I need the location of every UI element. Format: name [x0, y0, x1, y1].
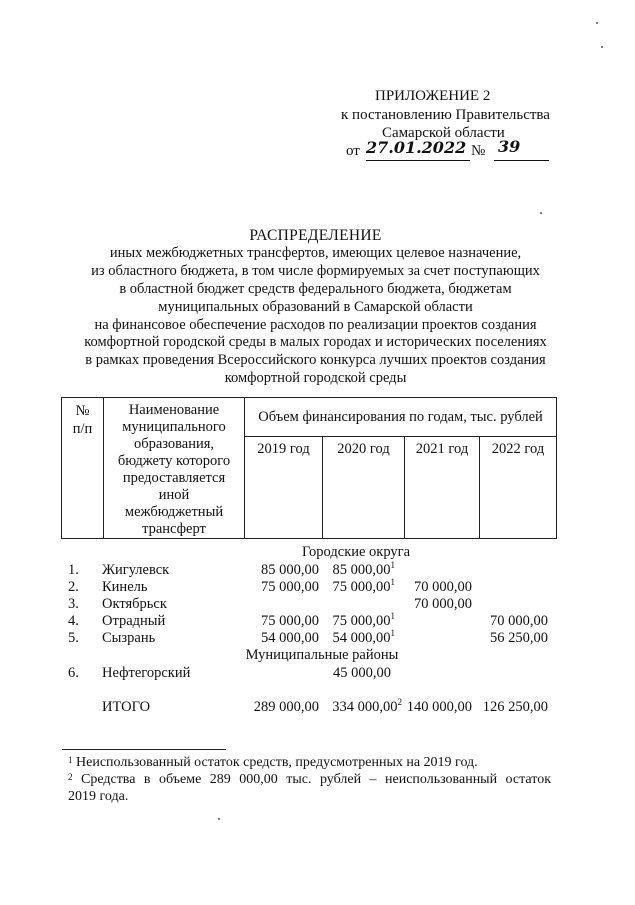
- footnote-separator: [62, 749, 226, 750]
- footnote-2: $^2$ Средства в объеме 289 000,00 тыс. рублей – неиспользованный остаток: [68, 772, 551, 787]
- municipality-name: Жигулевск: [102, 562, 170, 578]
- col-num-header: № п/п: [72, 403, 93, 437]
- total-label: ИТОГО: [102, 699, 151, 715]
- col-name-header: Наименование муниципального образования, бюджету которого предоставляется иной межбюджетный трансферт: [117, 402, 231, 537]
- footnote-2-continuation: 2019 года.: [68, 789, 129, 804]
- document-title: РАСПРЕДЕЛЕНИЕ: [249, 227, 382, 244]
- date-underline: [366, 160, 470, 161]
- value-2019: 75 000,00: [261, 613, 319, 629]
- year-2022-header: 2022 год: [491, 441, 545, 457]
- year-2020-header: 2020 год: [337, 441, 390, 457]
- municipality-name: Октябрьск: [102, 596, 167, 612]
- grid-line: [61, 538, 557, 539]
- title-line: в областной бюджет средств федерального бюджета, бюджетам: [119, 281, 512, 297]
- handwritten-date: 27.01.2022: [366, 138, 467, 157]
- number-label: №: [471, 143, 486, 159]
- value-2020: 54 000,00$^1$: [332, 628, 395, 646]
- year-2019-header: 2019 год: [257, 441, 310, 457]
- group-heading: Муниципальные районы: [245, 647, 399, 663]
- title-line: иных межбюджетных трансфертов, имеющих целевое назначение,: [109, 245, 522, 261]
- municipality-name: Сызрань: [102, 630, 156, 646]
- footnote-ref: 1: [390, 611, 395, 621]
- date-label: от: [346, 143, 360, 159]
- value-2019: 54 000,00: [261, 630, 319, 646]
- grid-line: [556, 397, 557, 539]
- title-line: комфортной городской среды: [224, 370, 407, 386]
- municipality-name: Кинель: [102, 579, 148, 595]
- value-2020: 75 000,00$^1$: [332, 611, 395, 629]
- handwritten-number: 39: [498, 137, 521, 156]
- row-number: 4.: [68, 613, 79, 629]
- row-number: 1.: [68, 562, 79, 578]
- col-funding-header: Объем финансирования по годам, тыс. рублей: [258, 409, 543, 425]
- value-2021: 70 000,00: [414, 596, 472, 612]
- group-heading: Городские округа: [301, 544, 411, 560]
- scan-speck: [540, 212, 542, 214]
- row-number: 6.: [68, 665, 79, 681]
- footnote-ref: 2: [397, 697, 402, 707]
- total-2019: 289 000,00: [253, 699, 319, 715]
- row-number: 2.: [68, 579, 79, 595]
- value-2021: 70 000,00: [414, 579, 472, 595]
- value-2020: 75 000,00$^1$: [332, 577, 395, 595]
- title-line: комфортной городской среды в малых городах и исторических поселениях: [84, 334, 547, 350]
- title-line: муниципальных образований в Самарской области: [158, 299, 473, 315]
- municipality-name: Нефтегорский: [102, 665, 191, 681]
- title-line: на финансовое обеспечение расходов по реализации проектов создания: [94, 317, 537, 333]
- value-2020: 85 000,00$^1$: [332, 560, 395, 578]
- footnote-ref: 1: [390, 577, 395, 587]
- scan-speck: [596, 22, 598, 24]
- footnote-1: $^1$ Неиспользованный остаток средств, предусмотренных на 2019 год.: [68, 755, 478, 770]
- municipality-name: Отрадный: [102, 613, 166, 629]
- decree-authority: Самарской области: [382, 125, 505, 141]
- year-2021-header: 2021 год: [415, 441, 469, 457]
- value-2019: 75 000,00: [261, 579, 319, 595]
- scan-speck: [218, 818, 220, 820]
- grid-line: [61, 397, 557, 398]
- appendix-label: ПРИЛОЖЕНИЕ 2: [375, 88, 491, 104]
- number-underline: [494, 160, 549, 161]
- value-2019: 85 000,00: [261, 562, 319, 578]
- footnote-ref: 1: [390, 628, 395, 638]
- title-line: в рамках проведения Всероссийского конкурса лучших проектов создания: [85, 352, 546, 368]
- grid-line: [244, 436, 557, 437]
- total-2022: 126 250,00: [482, 699, 548, 715]
- row-number: 3.: [68, 596, 79, 612]
- row-number: 5.: [68, 630, 79, 646]
- title-line: из областного бюджета, в том числе формируемых за счет поступающих: [91, 263, 540, 279]
- value-2022: 56 250,00: [490, 630, 548, 646]
- value-2022: 70 000,00: [490, 613, 548, 629]
- total-2021: 140 000,00: [406, 699, 472, 715]
- footnote-ref: 1: [390, 560, 395, 570]
- value-2020: 45 000,00: [333, 665, 391, 681]
- scan-speck: [601, 46, 603, 48]
- decree-reference: к постановлению Правительства: [341, 107, 550, 123]
- total-2020: 334 000,00$^2$: [332, 697, 402, 715]
